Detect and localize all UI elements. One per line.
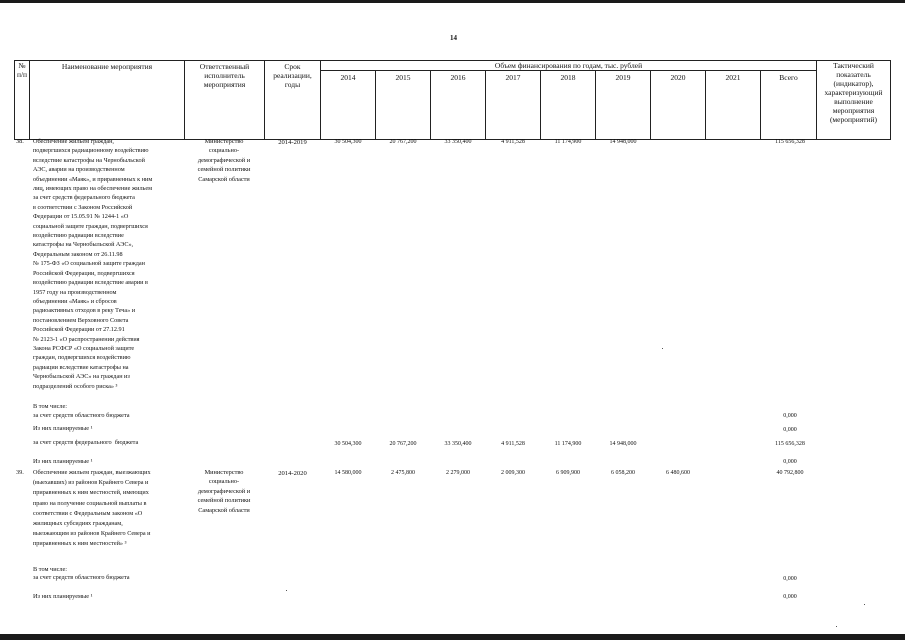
row38-responsible: Министерство социально- демографической и семейной политики Самарской области	[197, 138, 251, 183]
row38-regional: за счет средств областного бюджета	[33, 412, 130, 419]
header-year-2014: 2014	[340, 73, 356, 82]
row38-term: 2014-2019	[278, 139, 307, 146]
header-year-2020: 2020	[670, 73, 686, 82]
scan-speck	[286, 590, 287, 591]
row38-federal-2019: 14 948,000	[609, 441, 637, 447]
header-year-2021: 2021	[725, 73, 741, 82]
row38-planned-2: Из них планируемые ¹	[33, 458, 93, 465]
header-year-2015: 2015	[395, 73, 411, 82]
row38-federal-2018: 11 174,900	[554, 441, 582, 447]
row39-value-2017: 2 009,300	[501, 470, 525, 476]
bottom-scan-border	[0, 634, 905, 640]
row38-planned-2-total: 0,000	[783, 459, 797, 465]
row38-federal-2017: 4 911,528	[501, 441, 525, 447]
row39-name: Обеспечение жильем граждан, выезжающих (выехавших) из районов Крайнего Севера и приравненных к ним местностей, имеющих право на получение социальной выплаты в соответствии с Федеральным законом «О жилищных субсидиях гражданам, выезжающим из районов Крайнего Севера и приравненных к ним местностей» ³	[33, 469, 151, 548]
row38-regional-total: 0,000	[783, 413, 797, 419]
row38-total: 115 656,328	[775, 139, 805, 145]
row38-federal-2014: 30 504,300	[334, 441, 362, 447]
scan-speck	[836, 626, 837, 627]
top-scan-border	[0, 0, 905, 3]
header-year-2017: 2017	[505, 73, 521, 82]
row38-value-2019: 14 948,000	[609, 139, 637, 145]
scan-speck	[864, 604, 865, 605]
page-number: 14	[450, 34, 457, 42]
header-indicator: Тактический показатель (индикатор), характеризующий выполнение мероприятия (мероприятий)	[824, 61, 883, 124]
row38-federal: за счет средств федерального бюджета	[33, 439, 139, 446]
row38-federal-2016: 33 350,400	[444, 441, 472, 447]
row38-planned-1: Из них планируемые ¹	[33, 425, 93, 432]
header-num: № п/п	[16, 61, 28, 79]
row39-term: 2014-2020	[278, 470, 307, 477]
header-year-2019: 2019	[615, 73, 631, 82]
scan-speck	[662, 348, 663, 349]
row38-name: Обеспечение жильем граждан, подвергшихся радиационному воздействию вследствие катастрофы на Чернобыльской АЭС, аварии на производственном объединении «Маяк», и приравненных к ним лиц, имеющих право на обеспечение жильем за счет средств федерального бюджета в соответствии с Законом Российской Федерации от 15.05.91 № 1244-1 «О социальной защите граждан, подвергшихся воздействию радиации вследствие катастрофы на Чернобыльской АЭС», Федеральным законом от 26.11.98 № 175-ФЗ «О социальной защите граждан Российской Федерации, подвергшихся воздействию радиации вследствие аварии в 1957 году на производственном объединении «Маяк» и сбросов радиоактивных отходов в реку Теча» и постановлением Верховного Совета Российской Федерации от 27.12.91 № 2123-1 «О распространении действия Закона РСФСР «О социальной защите граждан, подвергшихся воздействию радиации вследствие катастрофы на Чернобыльской АЭС» на граждан из подразделений особого риска» ³	[33, 138, 153, 390]
row38-value-2014: 30 504,300	[334, 139, 362, 145]
header-financing: Объем финансирования по годам, тыс. рублей	[494, 61, 643, 70]
row38-value-2015: 20 767,200	[389, 139, 417, 145]
header-total: Всего	[779, 73, 798, 82]
row38-value-2017: 4 911,528	[501, 139, 525, 145]
row39-in-total: В том числе:	[33, 566, 68, 573]
row38-in-total: В том числе:	[33, 403, 68, 410]
header-responsible: Ответственный исполнитель мероприятия	[199, 62, 250, 89]
row38-federal-2015: 20 767,200	[389, 441, 417, 447]
header-name: Наименование мероприятия	[61, 62, 153, 71]
row39-responsible: Министерство социально- демографической и семейной политики Самарской области	[197, 469, 251, 514]
row39-value-2019: 6 058,200	[611, 470, 635, 476]
row39-value-2015: 2 475,800	[391, 470, 415, 476]
row39-value-2020: 6 480,600	[666, 470, 690, 476]
row38-num: 38.	[16, 138, 24, 145]
row38-federal-total: 115 656,328	[775, 441, 805, 447]
row39-value-2014: 14 580,000	[334, 470, 362, 476]
row38-value-2018: 11 174,900	[554, 139, 582, 145]
row38-value-2016: 33 350,400	[444, 139, 472, 145]
header-year-2016: 2016	[450, 73, 466, 82]
row39-planned-1: Из них планируемые ¹	[33, 593, 93, 600]
row39-planned-1-total: 0,000	[783, 594, 797, 600]
header-year-2018: 2018	[560, 73, 576, 82]
header-table	[14, 60, 891, 140]
row39-regional: за счет средств областного бюджета	[33, 574, 130, 581]
row38-planned-1-total: 0,000	[783, 427, 797, 433]
row39-value-2016: 2 279,000	[446, 470, 470, 476]
row39-total: 40 792,800	[776, 470, 804, 476]
row39-regional-total: 0,000	[783, 576, 797, 582]
row39-num: 39.	[16, 469, 24, 476]
row39-value-2018: 6 909,900	[556, 470, 580, 476]
header-term: Срок реализации, годы	[273, 62, 312, 89]
